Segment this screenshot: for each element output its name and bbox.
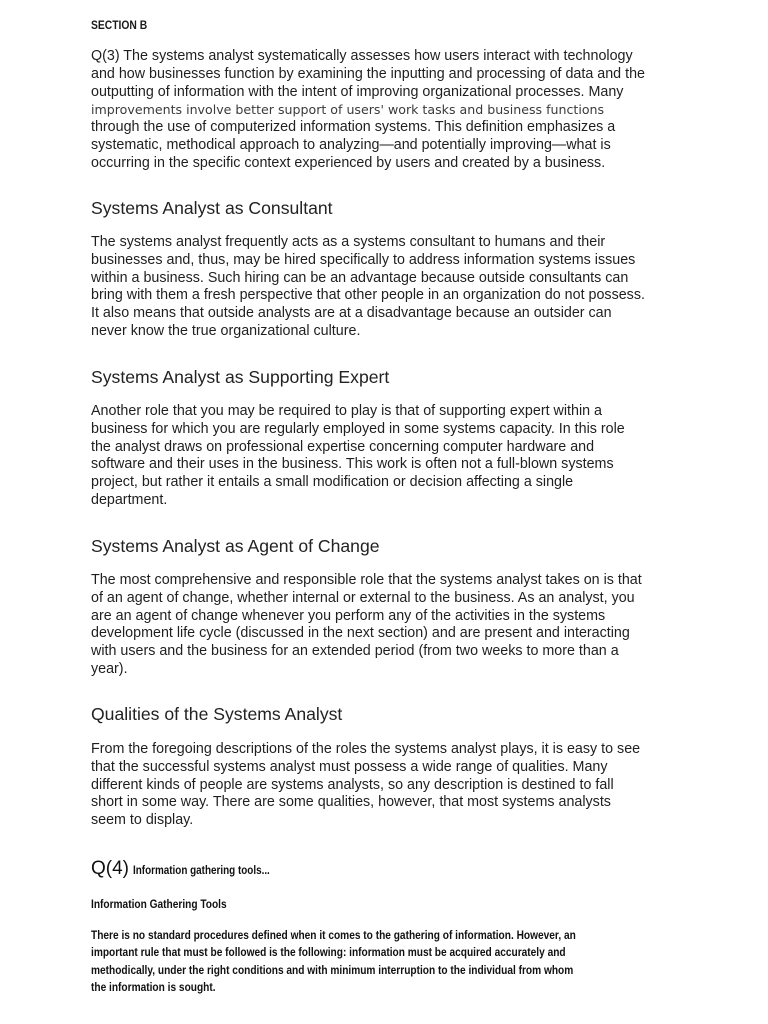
intro-line: outputting of information with the intent of improving organizational processes. Many xyxy=(91,83,624,100)
intro-line: improvements involve better support of users' work tasks and business functions xyxy=(91,102,605,118)
supporting-expert-line: project, but rather it entails a small modification or decision affecting a single xyxy=(91,474,574,491)
q4-number: Q(4) xyxy=(91,858,129,879)
qualities-line: From the foregoing descriptions of the roles the systems analyst plays, it is easy to see xyxy=(91,741,641,757)
consultant-line: within a business. Such hiring can be an advantage because outside consultants can xyxy=(91,269,629,286)
consultant-line: never know the true organizational culture. xyxy=(91,322,361,339)
info-tools-line: the information is sought. xyxy=(91,979,216,994)
info-tools-line: methodically, under the right conditions and with minimum interruption to the individual from whom xyxy=(91,962,574,977)
supporting-expert-line: the analyst draws on professional expertise concerning computer hardware and xyxy=(91,438,595,455)
info-tools-paragraph xyxy=(91,927,576,996)
intro-line: and how businesses function by examining the inputting and processing of data and the xyxy=(91,65,645,82)
agent-of-change-line: year). xyxy=(91,660,128,677)
supporting-expert-paragraph xyxy=(91,403,681,510)
qualities-paragraph xyxy=(91,741,681,830)
heading-agent-of-change: Systems Analyst as Agent of Change xyxy=(91,536,380,556)
supporting-expert-line: business for which you are regularly employed in some systems capacity. In this role xyxy=(91,420,625,437)
info-tools-line: There is no standard procedures defined when it comes to the gathering of information. However, an xyxy=(91,928,576,942)
intro-paragraph xyxy=(91,48,681,173)
qualities-line: short in some way. There are some qualities, however, that most systems analysts xyxy=(91,794,611,811)
consultant-line: businesses and, thus, may be hired specifically to address information systems issues xyxy=(91,251,636,268)
consultant-paragraph xyxy=(91,234,681,341)
q4-title: Information gathering tools... xyxy=(133,865,270,877)
intro-line: systematic, methodical approach to analyzing—and potentially improving—what is xyxy=(91,136,611,153)
intro-line: Q(3) The systems analyst systematically assesses how users interact with technology xyxy=(91,48,633,64)
agent-of-change-line: of an agent of change, whether internal or external to the business. As an analyst, you xyxy=(91,589,635,606)
agent-of-change-line: The most comprehensive and responsible role that the systems analyst takes on is that xyxy=(91,572,642,588)
info-tools-heading: Information Gathering Tools xyxy=(91,897,227,911)
section-label: SECTION B xyxy=(91,18,148,32)
heading-supporting-expert: Systems Analyst as Supporting Expert xyxy=(91,367,390,387)
heading-consultant: Systems Analyst as Consultant xyxy=(91,198,333,218)
consultant-line: The systems analyst frequently acts as a systems consultant to humans and their xyxy=(91,234,606,250)
supporting-expert-line: software and their uses in the business. This work is often not a full-blown systems xyxy=(91,456,614,473)
agent-of-change-paragraph xyxy=(91,572,681,679)
qualities-line: seem to display. xyxy=(91,812,194,829)
agent-of-change-line: development life cycle (discussed in the next section) and are present and interacting xyxy=(91,625,630,642)
agent-of-change-line: are an agent of change whenever you perform any of the activities in the systems xyxy=(91,607,606,624)
q4-heading xyxy=(91,858,292,880)
intro-line: through the use of computerized information systems. This definition emphasizes a xyxy=(91,119,616,136)
qualities-line: that the successful systems analyst must possess a wide range of qualities. Many xyxy=(91,758,608,775)
consultant-line: It also means that outside analysts are at a disadvantage because an outsider can xyxy=(91,305,612,322)
supporting-expert-line: Another role that you may be required to play is that of supporting expert within a xyxy=(91,403,603,419)
heading-qualities: Qualities of the Systems Analyst xyxy=(91,704,343,724)
qualities-line: different kinds of people are systems analysts, so any description is destined to fall xyxy=(91,776,614,793)
info-tools-line: important rule that must be followed is the following: information must be acquired accurately and xyxy=(91,945,566,960)
agent-of-change-line: with users and the business for an extended period (from two weeks to more than a xyxy=(91,643,619,660)
intro-line: occurring in the specific context experienced by users and created by a business. xyxy=(91,154,606,171)
consultant-line: bring with them a fresh perspective that other people in an organization do not possess. xyxy=(91,287,645,304)
supporting-expert-line: department. xyxy=(91,491,168,508)
